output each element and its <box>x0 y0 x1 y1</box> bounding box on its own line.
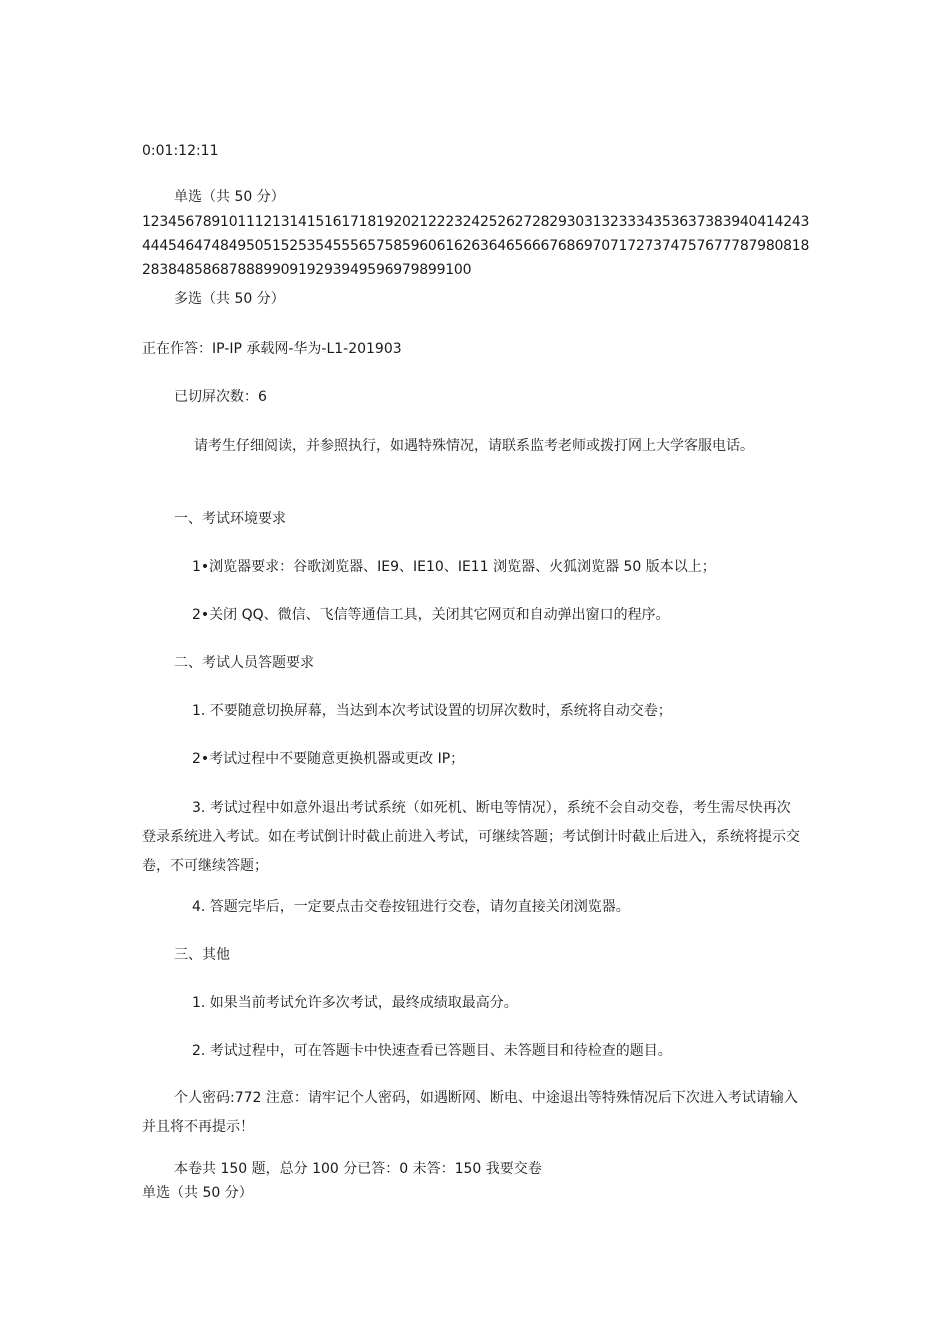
question-number-link[interactable]: 1 <box>142 214 151 230</box>
question-number-link[interactable]: 22 <box>427 214 446 230</box>
question-number-link[interactable]: 94 <box>341 262 359 278</box>
question-number-link[interactable]: 5 <box>176 214 186 230</box>
question-number-link[interactable]: 37 <box>687 214 706 230</box>
question-number-link[interactable]: 81 <box>783 238 801 254</box>
question-number-link[interactable]: 70 <box>592 238 610 254</box>
question-number-link[interactable]: 4 <box>168 214 177 230</box>
question-number-link[interactable]: 83 <box>150 262 168 278</box>
question-number-link[interactable]: 86 <box>202 262 220 278</box>
question-number-link[interactable]: 7 <box>194 214 203 230</box>
question-number-link[interactable]: 56 <box>349 238 368 254</box>
question-number-link[interactable]: 25 <box>479 214 498 230</box>
question-number-link[interactable]: 8 <box>202 214 212 230</box>
question-number-link[interactable]: 20 <box>393 214 411 230</box>
question-number-link[interactable]: 82 <box>142 238 810 278</box>
question-number-link[interactable]: 13 <box>272 214 290 230</box>
question-number-link[interactable]: 2 <box>150 214 160 230</box>
question-number-link[interactable]: 51 <box>263 238 281 254</box>
question-number-link[interactable]: 44 <box>142 238 160 254</box>
question-number-link[interactable]: 24 <box>462 214 480 230</box>
question-number-link[interactable]: 98 <box>410 262 428 278</box>
question-number-link[interactable]: 29 <box>549 214 567 230</box>
question-number-link[interactable]: 89 <box>254 262 272 278</box>
question-number-link[interactable]: 9 <box>211 214 221 230</box>
question-number-link[interactable]: 92 <box>306 262 324 278</box>
question-number-link[interactable]: 62 <box>453 238 472 254</box>
question-number-link[interactable]: 16 <box>324 214 342 230</box>
question-number-link[interactable]: 75 <box>679 238 697 254</box>
countdown-timer: 0:01:12:11 <box>142 143 219 159</box>
question-number-link[interactable]: 96 <box>375 262 394 278</box>
question-number-link[interactable]: 67 <box>540 238 558 254</box>
question-number-link[interactable]: 73 <box>644 238 662 254</box>
question-number-link[interactable]: 50 <box>245 238 264 254</box>
question-number-link[interactable]: 33 <box>618 214 636 230</box>
personal-password-notice: 个人密码:772 注意：请牢记个人密码，如遇断网、断电、中途退出等特殊情况后下次进入考试请输入并且将不再提示！ <box>142 1090 798 1135</box>
question-number-link[interactable]: 69 <box>575 238 593 254</box>
question-number-link[interactable]: 47 <box>193 238 212 254</box>
question-number-link[interactable]: 66 <box>523 238 541 254</box>
question-number-link[interactable]: 42 <box>774 214 792 230</box>
question-number-link[interactable]: 30 <box>566 214 584 230</box>
question-number-link[interactable]: 27 <box>514 214 532 230</box>
question-number-link[interactable]: 61 <box>436 238 454 254</box>
question-number-link[interactable]: 17 <box>341 214 359 230</box>
question-number-link[interactable]: 72 <box>627 238 645 254</box>
question-number-link[interactable]: 41 <box>757 214 775 230</box>
question-number-link[interactable]: 35 <box>653 214 671 230</box>
question-number-link[interactable]: 32 <box>601 214 619 230</box>
single-choice-section-label[interactable]: 单选（共 50 分） <box>174 189 285 205</box>
question-number-link[interactable]: 63 <box>471 238 489 254</box>
instruction-item: 2•关闭 QQ、微信、飞信等通信工具，关闭其它网页和自动弹出窗口的程序。 <box>192 607 670 623</box>
instructions-intro: 请考生仔细阅读，并参照执行，如遇特殊情况，请联系监考老师或拨打网上大学客服电话。 <box>194 438 754 454</box>
instruction-item: 1. 如果当前考试允许多次考试，最终成绩取最高分。 <box>192 995 518 1011</box>
question-number-link[interactable]: 58 <box>384 238 402 254</box>
question-number-link[interactable]: 46 <box>176 238 194 254</box>
question-number-link[interactable]: 91 <box>289 262 307 278</box>
question-number-link[interactable]: 10 <box>220 214 238 230</box>
question-number-link[interactable]: 19 <box>376 214 394 230</box>
question-number-link[interactable]: 21 <box>410 214 428 230</box>
question-number-link[interactable]: 14 <box>289 214 307 230</box>
question-number-link[interactable]: 39 <box>722 214 740 230</box>
question-number-link[interactable]: 84 <box>168 262 186 278</box>
question-number-link[interactable]: 88 <box>237 262 255 278</box>
question-number-link[interactable]: 80 <box>765 238 784 254</box>
question-number-link[interactable]: 64 <box>488 238 506 254</box>
instruction-item: 1•浏览器要求：谷歌浏览器、IE9、IE10、IE11 浏览器、火狐浏览器 50 版本以上； <box>192 559 716 575</box>
question-number-link[interactable]: 76 <box>696 238 714 254</box>
question-number-link[interactable]: 65 <box>505 238 524 254</box>
question-number-link[interactable]: 57 <box>367 238 385 254</box>
question-number-link[interactable]: 100 <box>445 262 472 278</box>
instruction-item: 2•考试过程中不要随意更换机器或更改 IP； <box>192 751 465 767</box>
question-number-link[interactable]: 59 <box>401 238 420 254</box>
switch-screen-count: 已切屏次数：6 <box>174 389 267 405</box>
question-number-link[interactable]: 68 <box>557 238 576 254</box>
single-choice-section-label-bottom[interactable]: 单选（共 50 分） <box>142 1185 253 1201</box>
question-number-link[interactable]: 23 <box>445 214 463 230</box>
question-number-link[interactable]: 85 <box>185 262 203 278</box>
question-number-link[interactable]: 54 <box>315 238 333 254</box>
question-number-link[interactable]: 74 <box>661 238 680 254</box>
question-number-link[interactable]: 60 <box>419 238 437 254</box>
question-number-link[interactable]: 78 <box>731 238 749 254</box>
question-number-link[interactable]: 38 <box>705 214 723 230</box>
question-number-link[interactable]: 6 <box>185 214 195 230</box>
question-number-link[interactable]: 12 <box>254 214 273 230</box>
instruction-item: 1. 不要随意切换屏幕，当达到本次考试设置的切屏次数时，系统将自动交卷； <box>192 703 672 719</box>
question-number-link[interactable]: 97 <box>393 262 411 278</box>
question-number-link[interactable]: 26 <box>497 214 515 230</box>
question-number-link[interactable]: 93 <box>323 262 342 278</box>
question-number-link[interactable]: 71 <box>609 238 628 254</box>
question-number-grid <box>142 210 810 282</box>
instruction-item: 3. 考试过程中如意外退出考试系统（如死机、断电等情况），系统不会自动交卷，考生需尽快再次登录系统进入考试。如在考试倒计时截止前进入考试，可继续答题；考试倒计时截止后进入，系统将提示交卷，不可继续答题； <box>142 800 800 874</box>
submit-exam-button[interactable]: 我要交卷 <box>485 1161 542 1177</box>
question-number-link[interactable]: 99 <box>427 262 446 278</box>
question-number-link[interactable]: 95 <box>358 262 376 278</box>
instruction-item: 4. 答题完毕后，一定要点击交卷按钮进行交卷，请勿直接关闭浏览器。 <box>192 899 630 915</box>
question-number-link[interactable]: 77 <box>713 238 732 254</box>
question-number-link[interactable]: 55 <box>332 238 350 254</box>
question-number-link[interactable]: 18 <box>358 214 376 230</box>
question-number-link[interactable]: 34 <box>635 214 654 230</box>
question-number-link[interactable]: 53 <box>297 238 316 254</box>
question-number-link[interactable]: 36 <box>670 214 688 230</box>
question-number-link[interactable]: 87 <box>219 262 238 278</box>
question-number-link[interactable]: 79 <box>748 238 766 254</box>
question-number-link[interactable]: 52 <box>280 238 298 254</box>
question-number-link[interactable]: 48 <box>211 238 229 254</box>
question-number-link[interactable]: 43 <box>791 214 810 230</box>
question-number-link[interactable]: 11 <box>237 214 255 230</box>
question-number-link[interactable]: 28 <box>531 214 550 230</box>
question-number-link[interactable]: 90 <box>271 262 290 278</box>
multi-choice-section-label[interactable]: 多选（共 50 分） <box>174 291 285 307</box>
exam-summary-text: 本卷共 150 题，总分 100 分已答：0 未答：150 <box>174 1161 482 1177</box>
question-number-link[interactable]: 15 <box>306 214 325 230</box>
question-number-link[interactable]: 49 <box>228 238 246 254</box>
question-number-link[interactable]: 40 <box>739 214 758 230</box>
current-exam-title: 正在作答：IP-IP 承载网-华为-L1-201903 <box>142 341 402 357</box>
question-number-link[interactable]: 45 <box>159 238 177 254</box>
section-title-environment: 一、考试环境要求 <box>174 511 286 527</box>
section-title-other: 三、其他 <box>174 947 230 963</box>
question-number-link[interactable]: 3 <box>159 214 169 230</box>
instruction-item: 2. 考试过程中，可在答题卡中快速查看已答题目、未答题目和待检查的题目。 <box>192 1043 672 1059</box>
exam-summary <box>174 1158 542 1180</box>
section-title-candidate-rules: 二、考试人员答题要求 <box>174 655 314 671</box>
question-number-link[interactable]: 31 <box>583 214 602 230</box>
